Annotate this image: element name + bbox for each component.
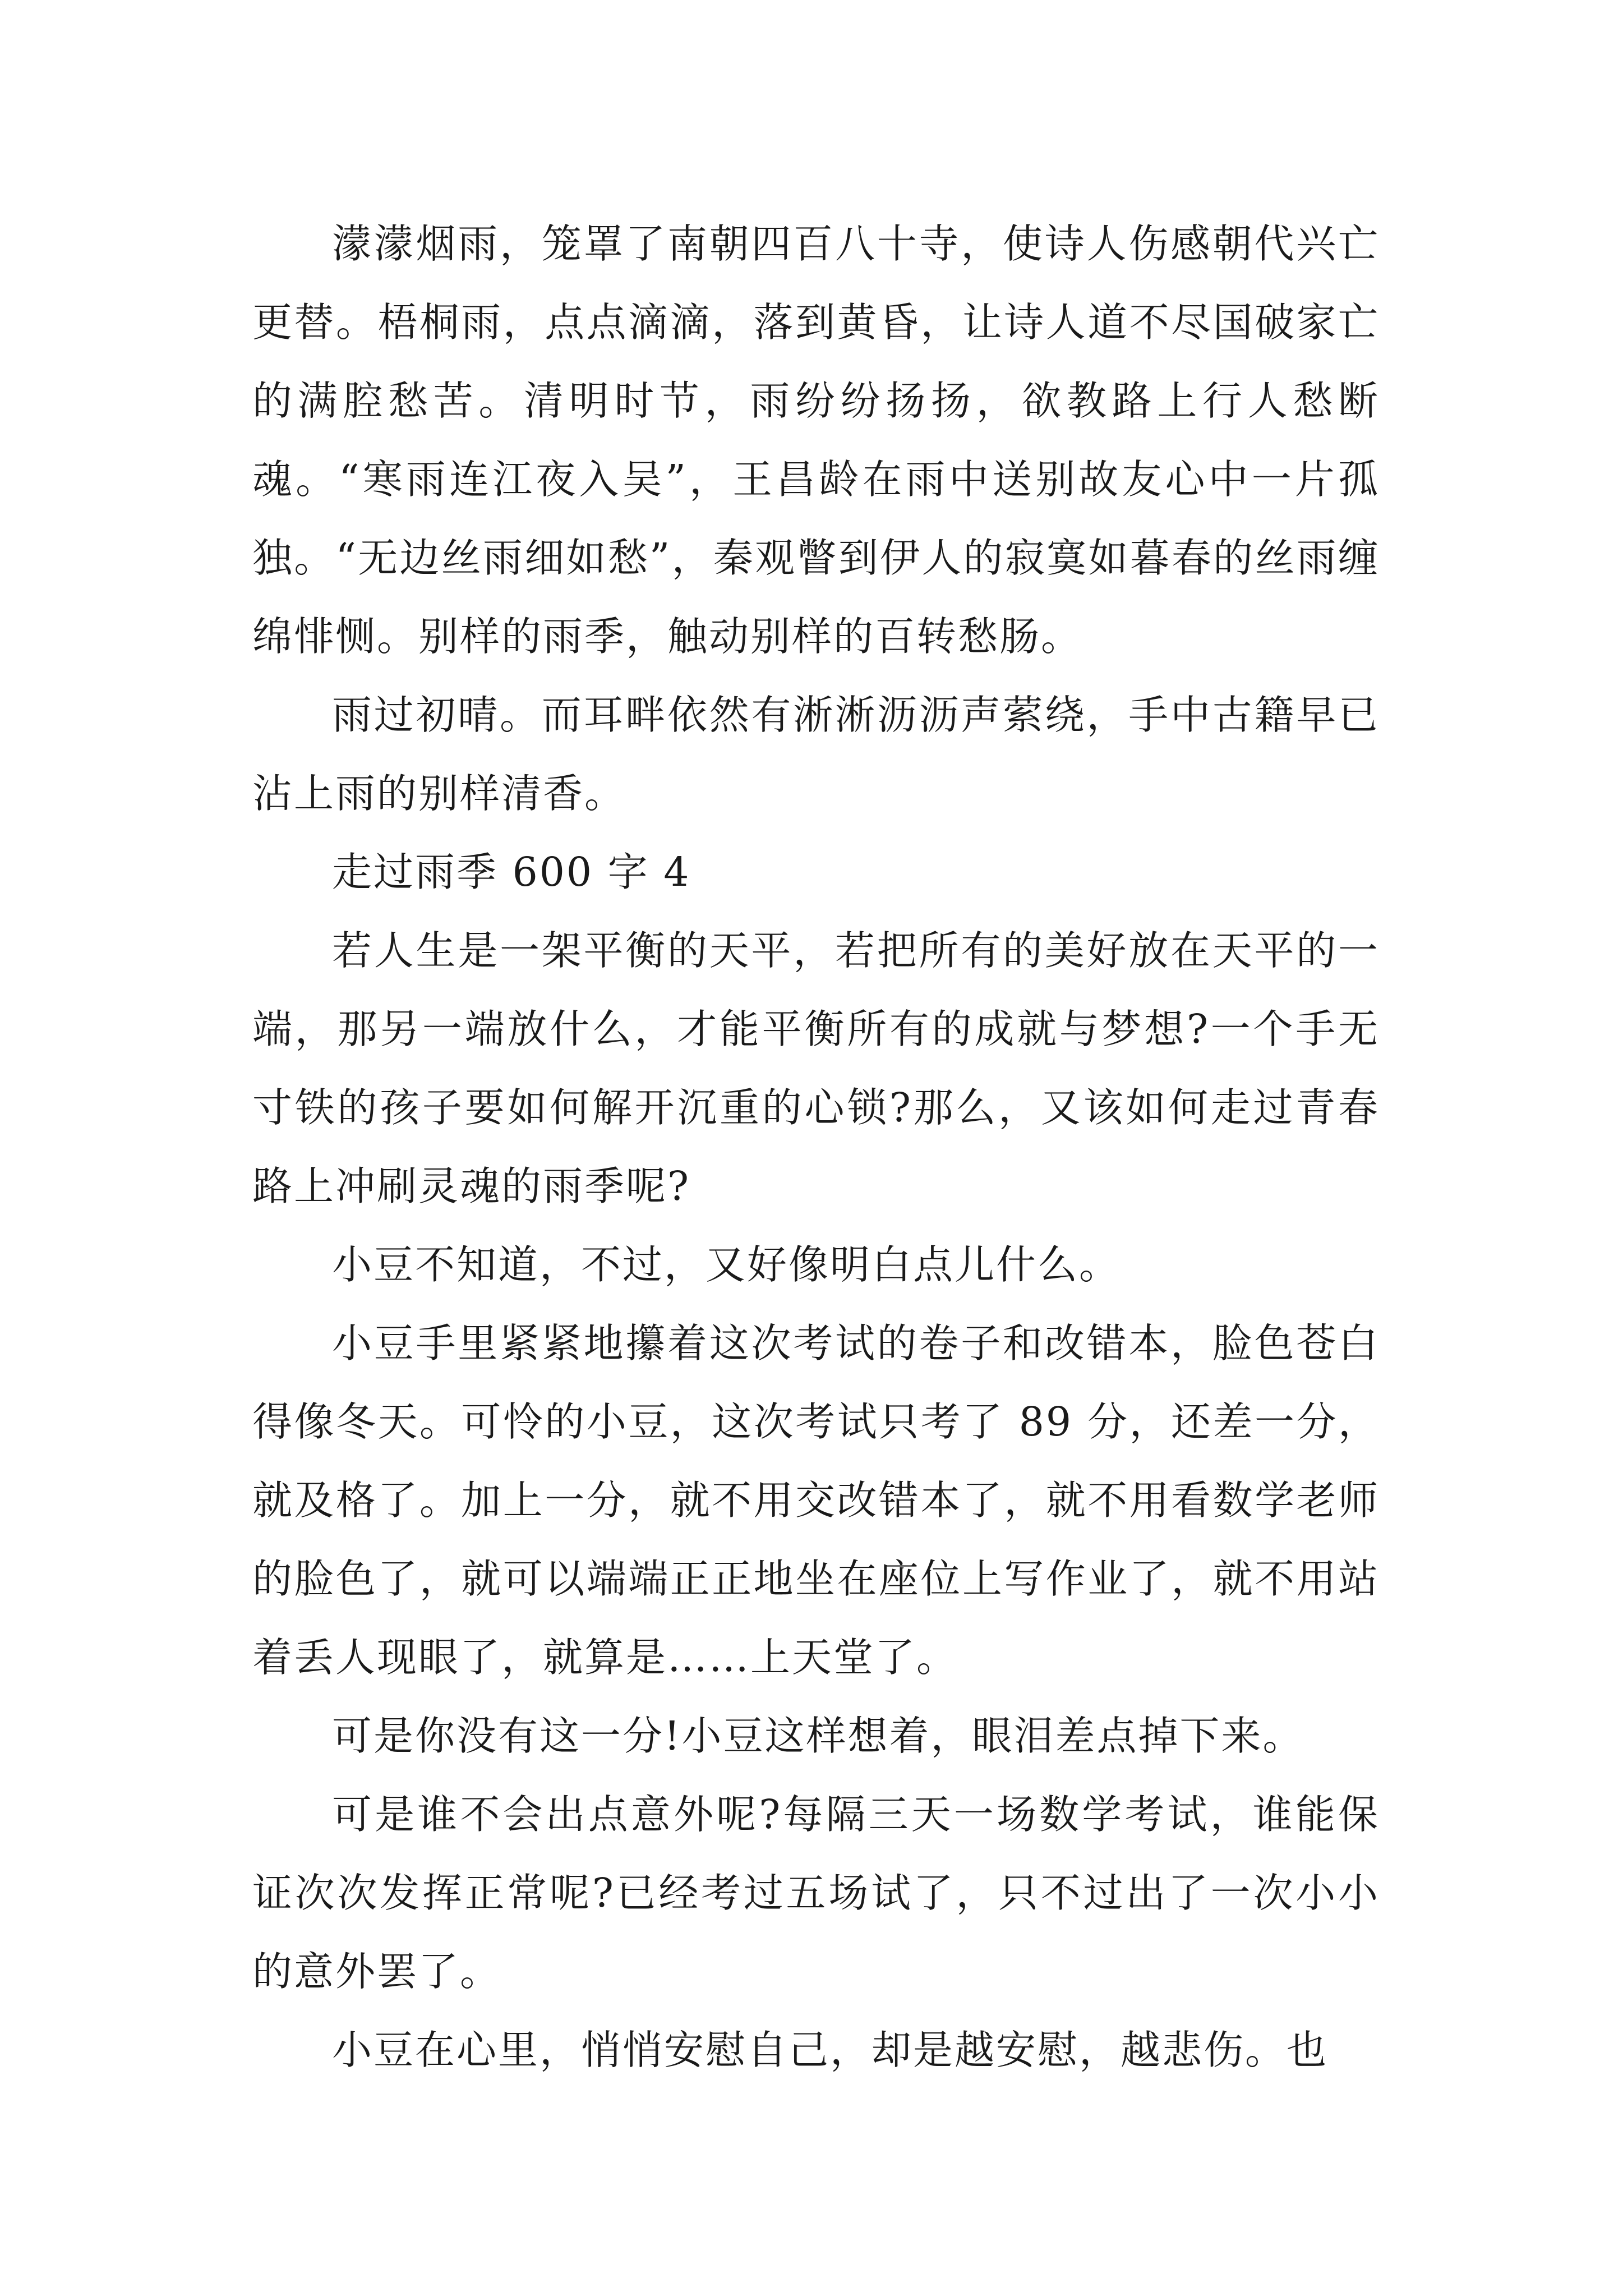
section-heading: 走过雨季 600 字 4 [332,849,691,895]
paragraph: 雨过初晴。而耳畔依然有淅淅沥沥声萦绕，手中古籍早已沾上雨的别样清香。 [252,692,1380,817]
paragraph: 小豆在心里，悄悄安慰自己，却是越安慰，越悲伤。也 [332,2027,1329,2073]
document-body [252,205,1380,2090]
paragraph: 濛濛烟雨，笼罩了南朝四百八十寺，使诗人伤感朝代兴亡更替。梧桐雨，点点滴滴，落到黄昏，让诗人道不尽国破家亡的满腔愁苦。清明时节，雨纷纷扬扬，欲教路上行人愁断魂。“寒雨连江夜入吴”，王昌龄在雨中送别故友心中一片孤独。“无边丝雨细如愁”，秦观瞥到伊人的寂寞如暮春的丝雨缠绵悱恻。别样的雨季，触动别样的百转愁肠。 [252,220,1380,660]
paragraph: 若人生是一架平衡的天平，若把所有的美好放在天平的一端，那另一端放什么，才能平衡所有的成就与梦想?一个手无寸铁的孩子要如何解开沉重的心锁?那么，又该如何走过青春路上冲刷灵魂的雨季呢? [252,927,1380,1209]
paragraph: 小豆手里紧紧地攥着这次考试的卷子和改错本，脸色苍白得像冬天。可怜的小豆，这次考试只考了 89 分，还差一分，就及格了。加上一分，就不用交改错本了，就不用看数学老师的脸色了，就可以端端正正地坐在座位上写作业了，就不用站着丢人现眼了，就算是……上天堂了。 [252,1320,1380,1681]
paragraph: 小豆不知道，不过，又好像明白点儿什么。 [332,1241,1121,1288]
paragraph: 可是谁不会出点意外呢?每隔三天一场数学考试，谁能保证次次发挥正常呢?已经考过五场试了，只不过出了一次小小的意外罢了。 [252,1791,1380,1995]
paragraph: 可是你没有这一分!小豆这样想着，眼泪差点掉下来。 [332,1713,1304,1759]
